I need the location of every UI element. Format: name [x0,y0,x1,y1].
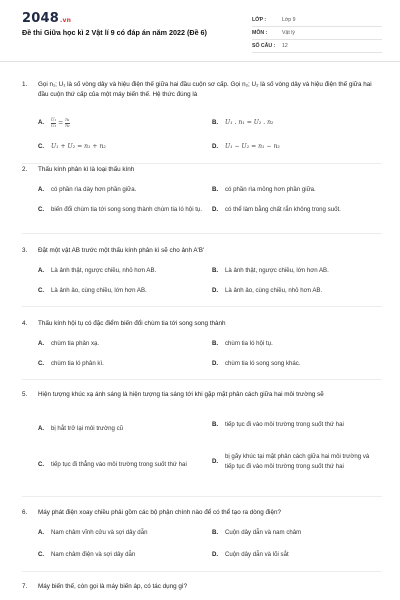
divider [22,496,382,497]
option-b[interactable]: B. có phần rìa mỏng hơn phần giữa. [212,186,316,193]
divider [22,163,382,164]
meta-value: 12 [282,43,288,49]
option-c[interactable]: C. Là ảnh ảo, cùng chiều, lớn hơn AB. [38,287,147,294]
option-c[interactable]: C. chùm tia ló phân kì. [38,360,104,367]
option-c[interactable]: C. U₁ + U₂ = n₁ + n₂ [38,143,106,150]
option-d[interactable]: D. U₁ − U₂ = n₁ − n₂ [212,143,280,150]
option-d[interactable]: D. Là ảnh ảo, cùng chiều, nhỏ hơn AB. [212,287,323,294]
option-c[interactable]: C. Nam châm điện và sợi dây dẫn [38,551,136,558]
option-a[interactable]: A. Nam châm vĩnh cửu và sợi dây dẫn [38,529,148,536]
option-b[interactable]: B. Là ảnh thật, ngược chiều, lớn hơn AB. [212,267,329,274]
question-number: 7. [22,583,28,590]
option-b[interactable]: B. Cuộn dây dẫn và nam châm [212,529,302,536]
option-a[interactable]: A. có phần rìa dày hơn phần giữa. [38,186,137,193]
question-number: 3. [22,247,28,254]
meta-label: MÔN : [252,30,268,36]
option-b[interactable]: B. chùm tia ló hội tụ. [212,340,273,347]
question-text: Thấu kính hội tụ có đặc điểm biến đổi chùm tia tới song song thành [38,320,226,327]
question-6 [22,508,382,558]
meta-value: Vật lý [282,30,295,36]
question-text: Máy biến thế, còn gọi là máy biến áp, có tác dụng gì? [38,583,188,590]
meta-row-class [252,14,382,27]
divider [22,571,382,572]
question-1 [22,80,382,150]
question-2 [22,165,382,213]
question-number: 2. [22,166,28,173]
exam-meta [252,14,382,53]
question-text: Đặt một vật AB trước một thấu kính phân kì sẽ cho ảnh A'B' [38,247,205,254]
question-7 [22,582,382,592]
option-c[interactable]: C. tiếp tục đi thẳng vào môi trường trong suốt thứ hai [38,461,187,468]
meta-row-count [252,40,382,53]
option-a[interactable]: A. bị hắt trở lại môi trường cũ [38,425,124,432]
divider [22,379,382,380]
divider [22,233,382,234]
question-number: 4. [22,320,28,327]
option-d[interactable]: D. chùm tia ló song song khác. [212,360,301,367]
question-text: Thấu kính phân kì là loại thấu kính [38,166,135,173]
meta-label: SỐ CÂU : [252,43,276,49]
meta-label: LỚP : [252,17,267,23]
question-3 [22,246,382,294]
option-a[interactable]: A. $\frac{\text{U₁}}{\text{U₂}}$ = $\frac{\text{n₁}}{\text{n₂}}$ [38,117,70,128]
option-d[interactable]: D. bị gãy khúc tại mặt phân cách giữa hai môi trường và tiếp tục đi vào môi trường trong suốt thứ hai [212,453,370,470]
question-number: 1. [22,81,28,88]
question-5 [22,390,382,470]
option-b[interactable]: B. tiếp tục đi vào môi trường trong suốt thứ hai [212,421,344,428]
page-title: Đề thi Giữa học kì 2 Vật lí 9 có đáp án năm 2022 (Đề 6) [22,28,207,37]
option-c[interactable]: C. biến đổi chùm tia tới song song thành chùm tia ló hội tụ. [38,206,203,213]
question-text: Gọi n₁; U₁ là số vòng dây và hiệu điện thế giữa hai đầu cuộn sơ cấp. Gọi n₂; U₂ là số vòng dây và hiệu điện thế giữa hai đầu cuộn thứ cấp của một máy biến thế. Hệ thức đúng là [38,81,372,98]
question-number: 6. [22,509,28,516]
question-text: Máy phát điện xoay chiều phải gồm các bộ phận chính nào để có thể tạo ra dòng điện? [38,509,281,516]
site-logo[interactable]: 2048.vn [22,11,72,26]
option-d[interactable]: D. có thể làm bằng chất rắn không trong suốt. [212,206,341,213]
option-a[interactable]: A. chùm tia phản xạ. [38,340,100,347]
option-a[interactable]: A. Là ảnh thật, ngược chiều, nhỏ hơn AB. [38,267,157,274]
page-header [0,0,400,62]
meta-value: Lớp 9 [282,17,296,23]
question-number: 5. [22,391,28,398]
meta-row-subject [252,27,382,40]
divider [22,306,382,307]
question-text: Hiện tượng khúc xạ ánh sáng là hiện tượng tia sáng tới khi gặp mặt phân cách giữa hai môi trường sẽ [38,391,324,398]
question-4 [22,319,382,367]
option-d[interactable]: D. Cuộn dây dẫn và lõi sắt [212,551,289,558]
option-b[interactable]: B. U₁ . n₁ = U₂ . n₂ [212,119,274,126]
